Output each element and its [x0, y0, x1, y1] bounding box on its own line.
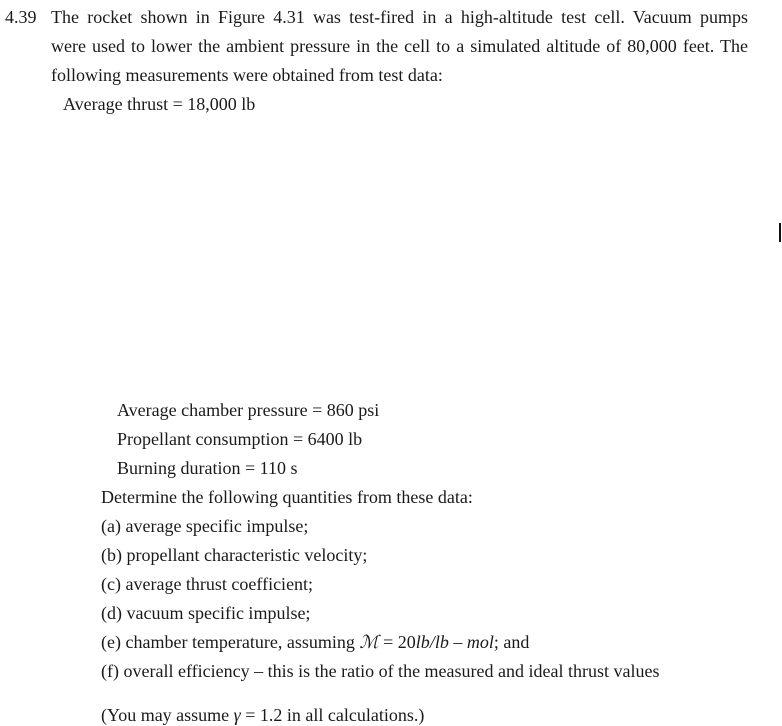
part-f: (f) overall efficiency – this is the ratio of the measured and ideal thrust values	[101, 661, 660, 681]
measurement-consumption: Propellant consumption = 6400 lb	[117, 429, 363, 449]
molecular-weight-symbol: ℳ	[359, 632, 379, 652]
unit-lb-2: lb	[434, 632, 449, 652]
measurement-chamber-pressure: Average chamber pressure = 860 psi	[117, 400, 380, 420]
assumption-prefix: (You may assume	[101, 705, 234, 725]
part-e	[101, 631, 529, 653]
assumption-note	[101, 704, 424, 726]
problem-intro-line-2: were used to lower the ambient pressure in the cell to a simulated altitude of 80,000 feet. The	[51, 36, 748, 56]
part-b: (b) propellant characteristic velocity;	[101, 545, 368, 565]
measurement-duration: Burning duration = 110 s	[117, 458, 298, 478]
part-e-prefix: (e) chamber temperature, assuming	[101, 632, 360, 652]
determine-statement: Determine the following quantities from these data:	[101, 487, 473, 507]
unit-slash: /	[429, 632, 435, 652]
unit-lb: lb	[415, 632, 430, 652]
unit-mol: mol	[466, 632, 494, 652]
assumption-suffix: = 1.2 in all calculations.)	[240, 705, 425, 725]
measurement-thrust: Average thrust = 18,000 lb	[63, 94, 256, 114]
problem-number: 4.39	[5, 7, 37, 27]
part-c: (c) average thrust coefficient;	[101, 574, 314, 594]
unit-dash: –	[448, 632, 467, 652]
part-a: (a) average specific impulse;	[101, 516, 309, 536]
gamma-symbol: γ	[233, 705, 241, 725]
text-cursor	[779, 223, 781, 242]
problem-intro-line-3: following measurements were obtained from test data:	[51, 65, 443, 85]
part-e-equals: = 20	[378, 632, 416, 652]
part-e-suffix: ; and	[493, 632, 530, 652]
problem-intro-line-1: The rocket shown in Figure 4.31 was test-fired in a high-altitude test cell. Vacuum pumps	[51, 7, 748, 27]
part-d: (d) vacuum specific impulse;	[101, 603, 311, 623]
